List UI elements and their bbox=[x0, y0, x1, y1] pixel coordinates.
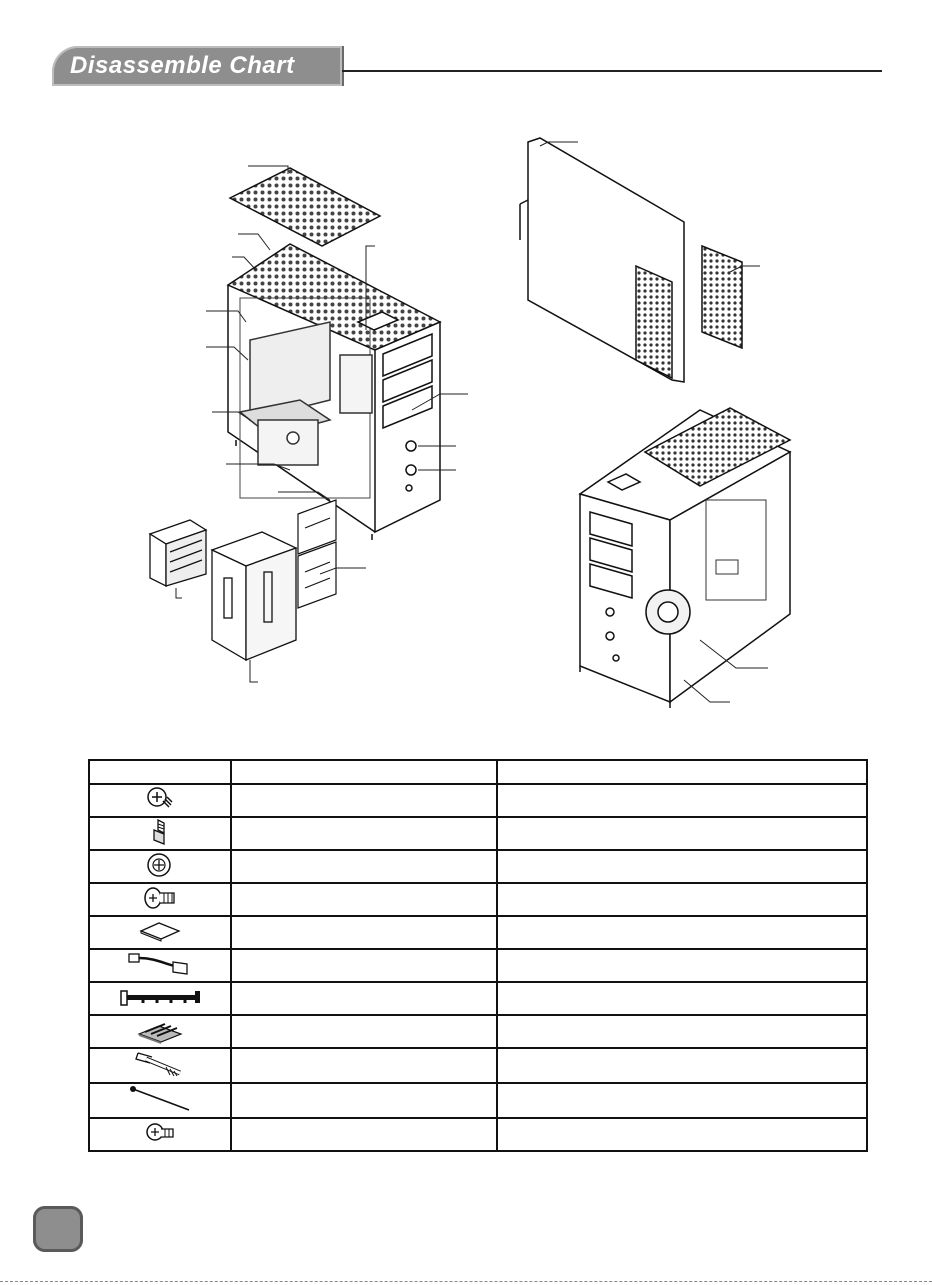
screw-washer-icon bbox=[89, 784, 231, 817]
side-filter-part bbox=[702, 246, 742, 348]
header-cell-icon bbox=[89, 760, 231, 784]
table-row bbox=[89, 1118, 867, 1151]
screw-icon bbox=[89, 1118, 231, 1151]
table-row bbox=[89, 1083, 867, 1118]
drive-trays-part bbox=[298, 500, 336, 608]
header-cell-desc bbox=[497, 760, 867, 784]
thumb-screw-icon bbox=[89, 850, 231, 883]
parts-table bbox=[88, 759, 868, 1152]
drive-cage-part bbox=[212, 532, 296, 660]
bracket-strip-icon bbox=[89, 982, 231, 1015]
pad-icon bbox=[89, 916, 231, 949]
table-row bbox=[89, 982, 867, 1015]
page-number-badge bbox=[33, 1206, 83, 1252]
assembled-case-part bbox=[580, 408, 790, 708]
table-header-row bbox=[89, 760, 867, 784]
open-case-part bbox=[228, 244, 440, 540]
cable-tie-icon bbox=[89, 1083, 231, 1118]
trim-line bbox=[0, 1281, 932, 1282]
adapter-cable-icon bbox=[89, 949, 231, 982]
side-panel-part bbox=[520, 138, 684, 382]
page-title: Disassemble Chart bbox=[70, 52, 295, 79]
table-row bbox=[89, 949, 867, 982]
long-bolt-icon bbox=[89, 1048, 231, 1083]
table-row bbox=[89, 850, 867, 883]
table-row bbox=[89, 1048, 867, 1083]
hotswap-cage-part bbox=[150, 520, 206, 586]
table-row bbox=[89, 1015, 867, 1048]
table-row bbox=[89, 784, 867, 817]
flat-screw-icon bbox=[89, 883, 231, 916]
heatsink-icon bbox=[89, 1015, 231, 1048]
table-row bbox=[89, 883, 867, 916]
table-row bbox=[89, 916, 867, 949]
header-cell-name bbox=[231, 760, 497, 784]
standoff-icon bbox=[89, 817, 231, 850]
table-row bbox=[89, 817, 867, 850]
